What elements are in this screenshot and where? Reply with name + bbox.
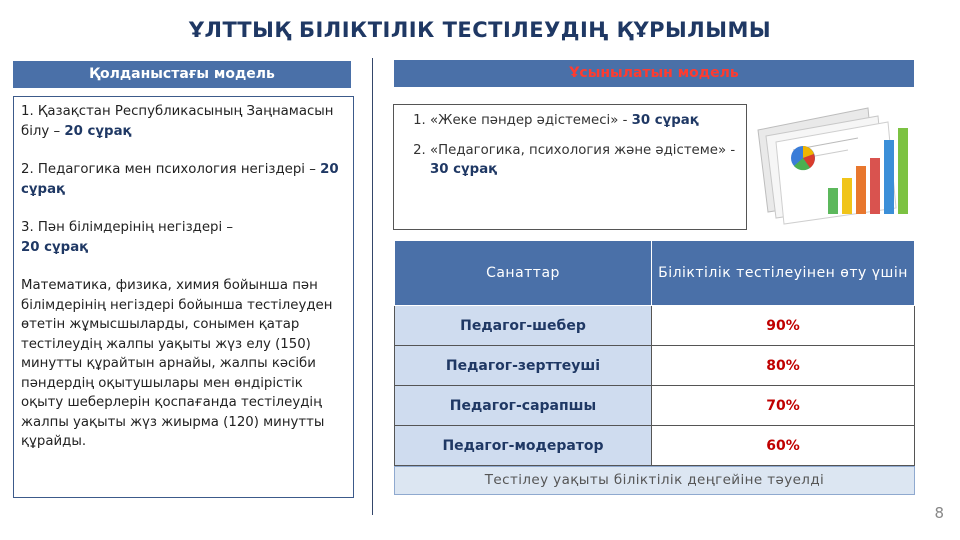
charts-illustration-icon: [748, 100, 920, 228]
page-title: ҰЛТТЫҚ БІЛІКТІЛІК ТЕСТІЛЕУДІҢ ҚҰРЫЛЫМЫ: [188, 18, 772, 42]
current-model-box: [13, 96, 354, 498]
current-model-header: Қолданыстағы модель: [13, 61, 351, 88]
footer-note: Тестілеу уақыты біліктілік деңгейіне тәуелді: [394, 466, 915, 495]
threshold-cell: 60%: [652, 426, 915, 466]
table-row: [395, 426, 915, 466]
column-header-categories: Санаттар: [395, 241, 652, 306]
category-cell: Педагог-шебер: [395, 306, 652, 346]
category-cell: Педагог-модератор: [395, 426, 652, 466]
threshold-cell: 80%: [652, 346, 915, 386]
category-cell: Педагог-зерттеуші: [395, 346, 652, 386]
page-number: 8: [934, 504, 944, 522]
vertical-divider: [372, 58, 373, 515]
table-row: [395, 386, 915, 426]
column-header-threshold: Біліктілік тестілеуінен өту үшін: [652, 241, 915, 306]
threshold-cell: 90%: [652, 306, 915, 346]
threshold-cell: 70%: [652, 386, 915, 426]
table-header-row: [395, 241, 915, 306]
proposed-item-2: 2. «Педагогика, психология және әдістеме» - 30 сұрақ: [430, 141, 740, 180]
table-row: [395, 346, 915, 386]
current-item-3: 3. Пән білімдерінің негіздері – 20 сұрақ: [21, 220, 234, 255]
proposed-model-header: Ұсынылатын модель: [394, 60, 914, 87]
proposed-model-box: [393, 104, 747, 230]
current-item-2: 2. Педагогика мен психология негіздері – 20 сұрақ: [21, 162, 339, 197]
current-item-1: 1. Қазақстан Республикасының Заңнамасын білу – 20 сұрақ: [21, 104, 334, 139]
category-cell: Педагог-сарапшы: [395, 386, 652, 426]
table-row: [395, 306, 915, 346]
proposed-item-1: 1. «Жеке пәндер әдістемесі» - 30 сұрақ: [430, 111, 740, 131]
current-model-paragraph: Математика, физика, химия бойынша пән білімдерінің негіздері бойынша тестілеуден өтетін жұмысшыларды, сонымен қатар тестілеудің жалпы уақыты жүз елу (150) минутты құрайтын арнайы, жалпы кәсіби пәндердің оқытушылары мен өндірістік оқыту шеберлерін қоспағанда тестілеудің жалпы уақыты жүз жиырма (120) минутты құрайды.: [21, 278, 333, 449]
qualification-table: [394, 240, 915, 466]
